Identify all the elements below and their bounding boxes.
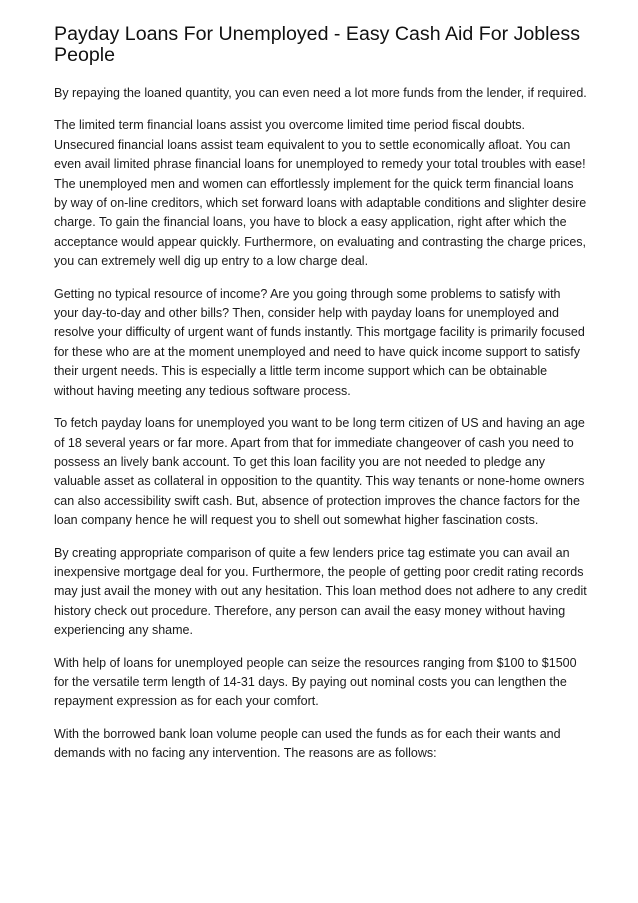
document-page <box>54 24 588 777</box>
paragraph: With help of loans for unemployed people can seize the resources ranging from $100 to $1500 for the versatile term length of 14-31 days. By paying out nominal costs you can lengthen the repayment expression as for each your comfort. <box>54 655 577 709</box>
paragraph: The limited term financial loans assist you overcome limited time period fiscal doubts. Unsecured financial loans assist team equivalent to you to settle economically afloat. You can even avail limited phrase financial loans for unemployed to remedy your total troubles with ease! The unemployed men and women can effortlessly implement for the quick term financial loans by way of on-line creditors, which set forward loans with adaptable conditions and slighter desire charge. To gain the financial loans, you have to block a easy application, right after which the acceptance would appear quickly. Furthermore, on evaluating and contrasting the charge prices, you can extremely well dig up entry to a low charge deal. <box>54 118 587 269</box>
paragraph: By creating appropriate comparison of quite a few lenders price tag estimate you can avail an inexpensive mortgage deal for you. Furthermore, the people of getting poor credit rating records may just avail the money with out any hesitation. This loan method does not adhere to any credit history check out procedure. Therefore, any person can avail the easy money without having experiencing any shame. <box>54 545 587 638</box>
paragraph: With the borrowed bank loan volume people can used the funds as for each their wants and demands with no facing any intervention. The reasons are as follows: <box>54 726 561 761</box>
paragraph: By repaying the loaned quantity, you can even need a lot more funds from the lender, if required. <box>54 86 587 100</box>
paragraph: Getting no typical resource of income? Are you going through some problems to satisfy with your day-to-day and other bills? Then, consider help with payday loans for unemployed and resolve your difficulty of urgent want of funds instantly. This mortgage facility is primarily focused for these who are at the moment unemployed and need to have quick income support to satisfy their urgent needs. This is especially a little term income support which can be obtainable without having meeting any tedious software process. <box>54 286 585 398</box>
document-title: Payday Loans For Unemployed - Easy Cash Aid For Jobless People <box>54 23 581 66</box>
paragraph: To fetch payday loans for unemployed you want to be long term citizen of US and having an age of 18 several years or far more. Apart from that for immediate changeover of cash you need to possess an lively bank account. To get this loan facility you are not needed to pledge any valuable asset as collateral in opposition to the quantity. This way tenants or none-home owners can also accessibility swift cash. But, absence of protection improves the chance factors for the loan company hence he will request you to shell out somewhat higher fascination costs. <box>54 416 585 528</box>
